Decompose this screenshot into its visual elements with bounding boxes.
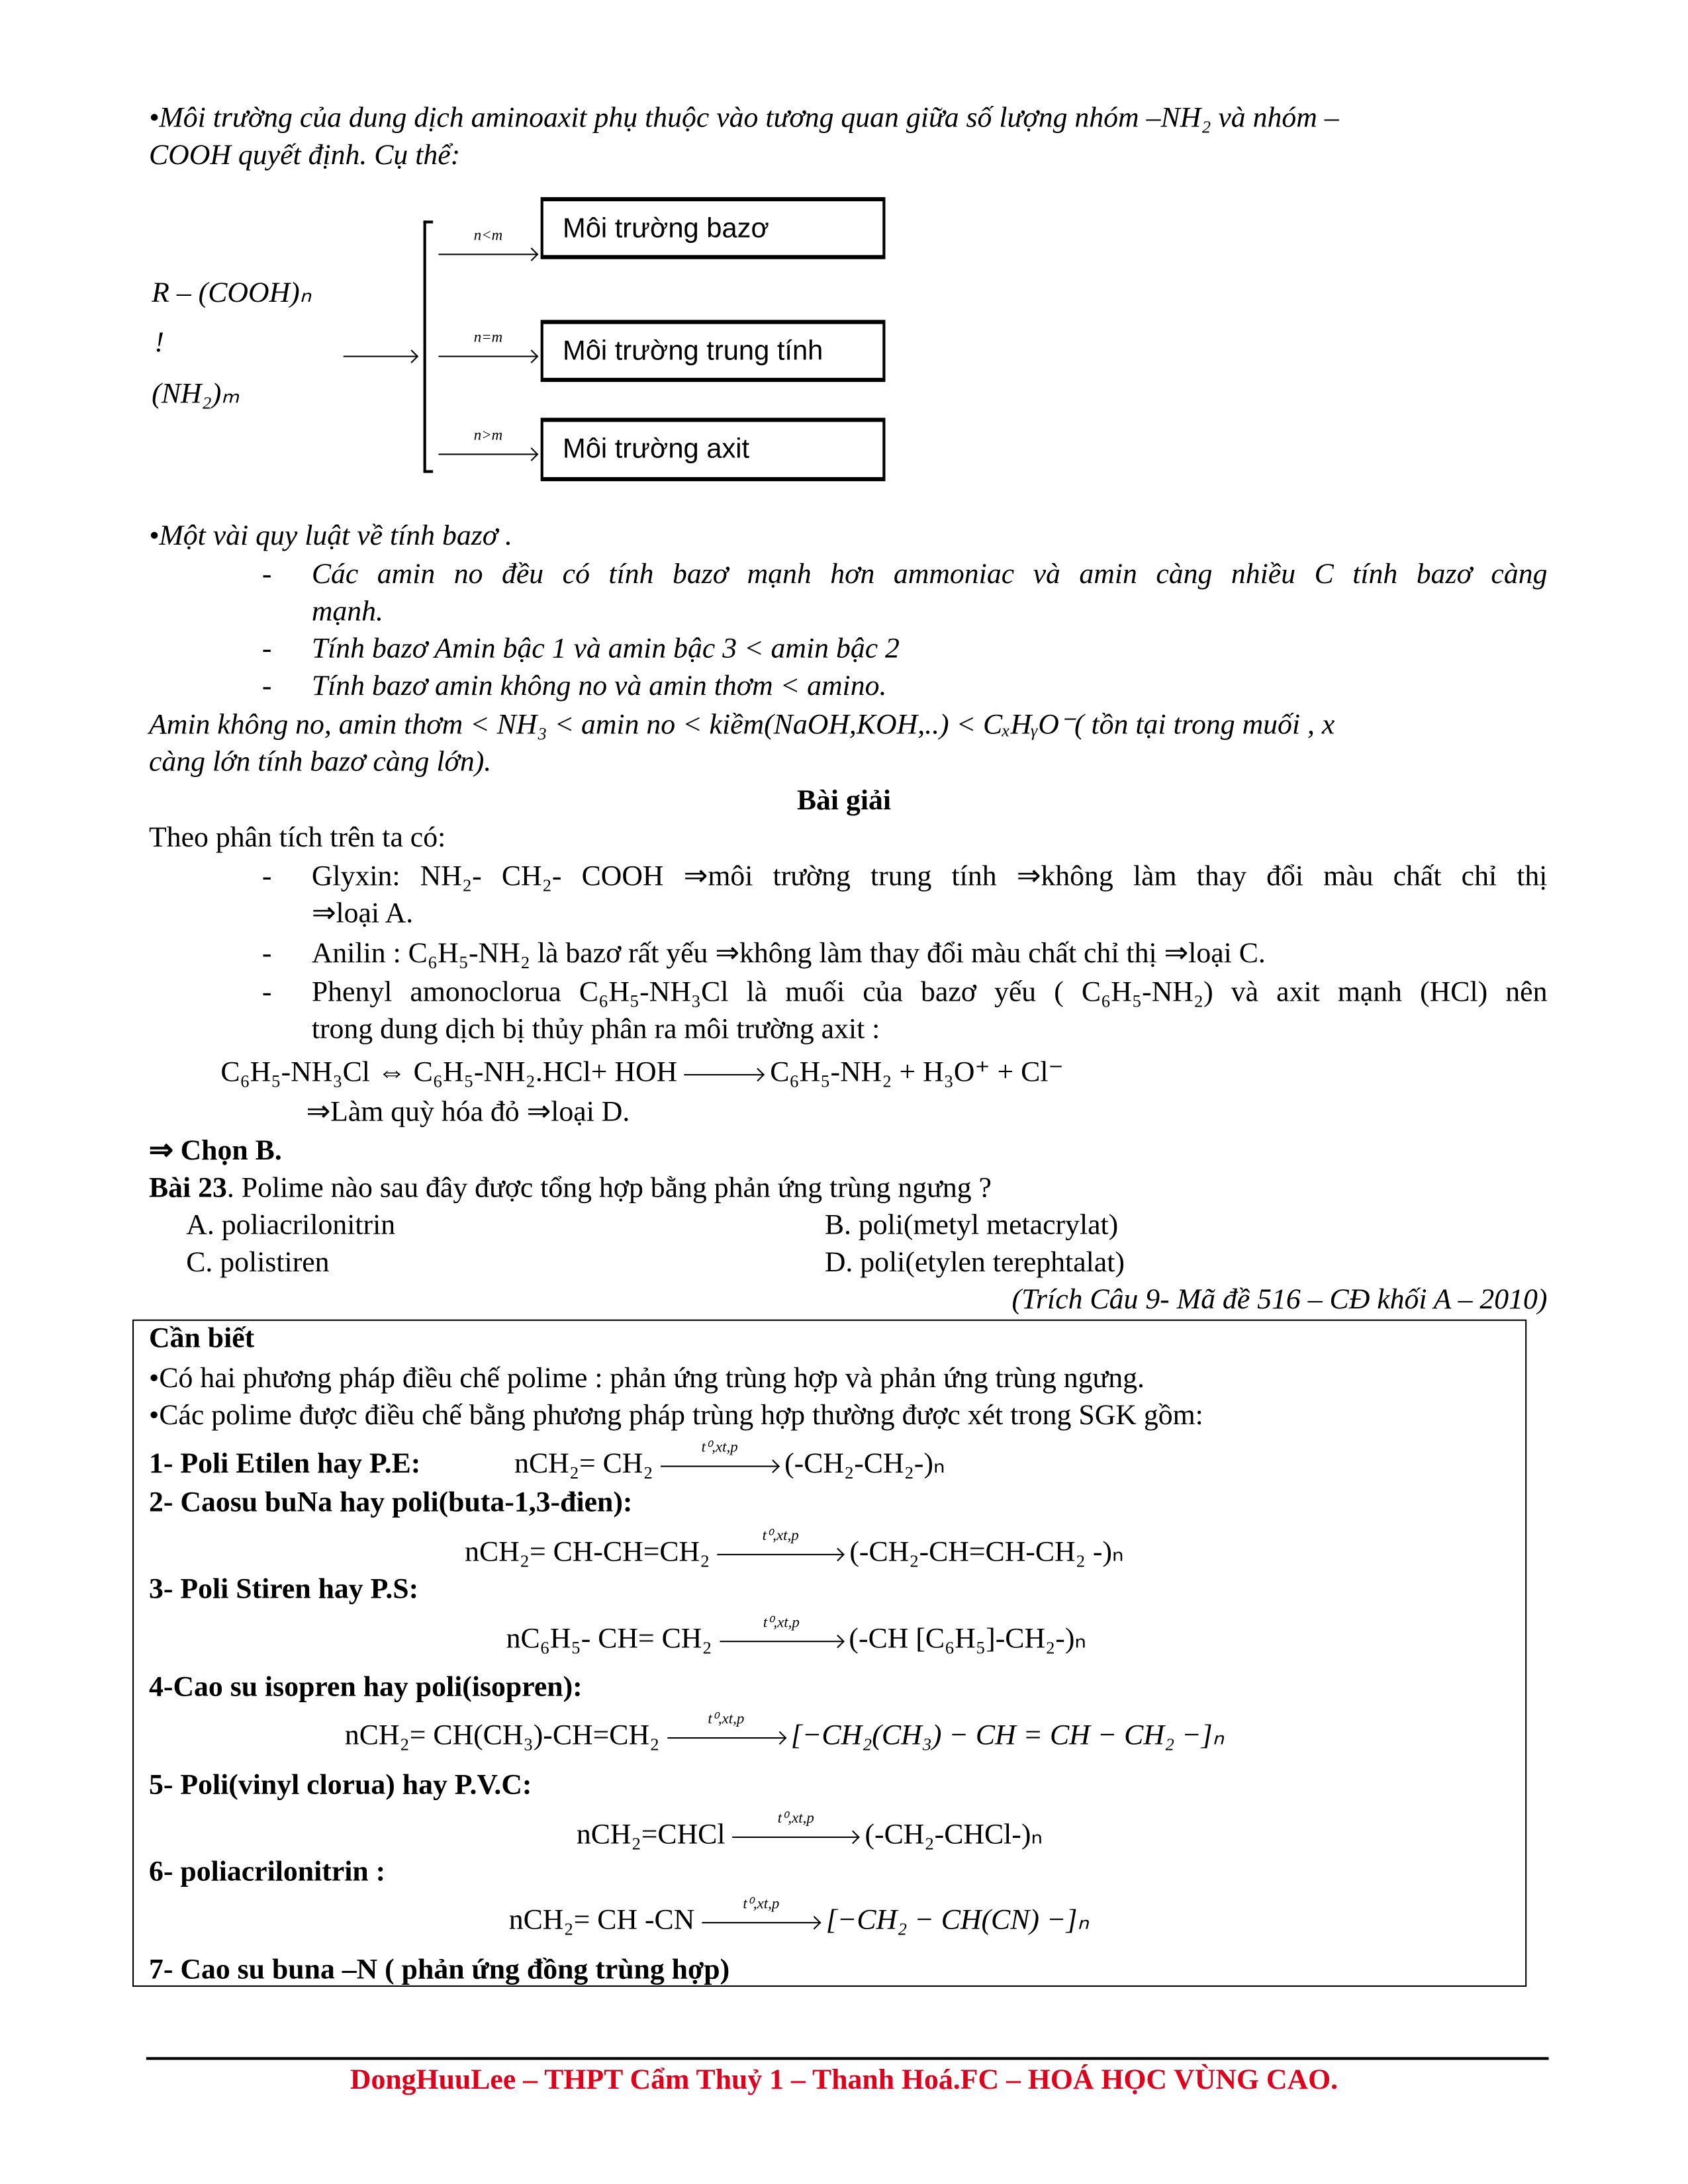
formula-nh2: (NH₂)ₘ <box>152 376 240 410</box>
solution-item-1: Glyxin: NH₂- CH₂- COOH ⇒môi trường trung tính ⇒không làm thay đổi màu chất chỉ thị <box>311 858 1548 892</box>
info-title: Cần biết <box>148 1320 255 1354</box>
solution-item-3: Phenyl amonoclorua C₆H₅-NH₃Cl là muối của bazơ yếu ( C₆H₅-NH₂) và axit mạnh (HCl) nên <box>311 974 1548 1008</box>
arrow-icon <box>684 1065 765 1084</box>
arrow-icon <box>344 346 418 365</box>
option-c: C. polistiren <box>186 1245 330 1279</box>
equation-left: C₆H₅-NH₃Cl ⇔ C₆H₅-NH₂.HCl+ HOH <box>220 1054 678 1088</box>
polymer-1-equation <box>514 1439 945 1480</box>
dash: - <box>261 858 272 892</box>
arrow-label: t⁰,xt,p <box>743 1895 780 1913</box>
branch-arrow-acid <box>438 428 543 469</box>
formula-cooh: R – (COOH)ₙ <box>152 275 312 309</box>
polymer-1-name: 1- Poli Etilen hay P.E: <box>148 1446 421 1480</box>
product: (-CH₂-CH₂-)ₙ <box>784 1446 945 1480</box>
equation-right: C₆H₅-NH₂ + H₃O⁺ + Cl⁻ <box>770 1054 1064 1088</box>
condition-label: n<m <box>473 228 503 245</box>
box-label: Môi trường trung tính <box>562 336 823 367</box>
formula-bond: ! <box>154 325 164 359</box>
intro-line-1 <box>149 99 1339 135</box>
question-text: . Polime nào sau đây được tổng hợp bằng phản ứng trùng ngưng ? <box>226 1170 992 1204</box>
option-a: A. poliacrilonitrin <box>186 1207 396 1241</box>
info-bullet-2 <box>149 1396 1203 1432</box>
box-basic <box>541 197 886 259</box>
box-label: Môi trường axit <box>562 434 750 465</box>
reactant: nCH₂= CH(CH₃)-CH=CH₂ <box>344 1717 660 1751</box>
option-b: B. poli(metyl metacrylat) <box>824 1207 1119 1241</box>
arrow-label: t⁰,xt,p <box>762 1527 799 1545</box>
product: [−CH₂(CH₃) − CH = CH − CH₂ −]ₙ <box>790 1717 1225 1751</box>
polymer-5-equation <box>576 1810 1043 1852</box>
bullet-icon: • <box>148 1361 160 1394</box>
bullet-icon: • <box>148 1398 160 1432</box>
arrow-label: t⁰,xt,p <box>708 1711 745 1728</box>
dash: - <box>261 974 272 1008</box>
box-acid <box>541 418 886 481</box>
question-23 <box>149 1169 992 1205</box>
hydrolysis-equation <box>220 1054 1063 1089</box>
rules-heading <box>149 517 512 553</box>
rule-item-3: Tính bazơ amin không no và amin thơm < amino. <box>311 668 887 702</box>
solution-conclusion: ⇒Làm quỳ hóa đỏ ⇒loại D. <box>306 1095 630 1128</box>
polymer-4-name: 4-Cao su isopren hay poli(isopren): <box>148 1669 583 1703</box>
footer-divider <box>146 2057 1549 2059</box>
rule-item-2: Tính bazơ Amin bậc 1 và amin bậc 3 < amin bậc 2 <box>311 631 900 665</box>
intro-line-2: COOH quyết định. Cụ thể: <box>148 138 461 171</box>
bracket-top <box>424 220 434 222</box>
solution-item-1-cont: ⇒loại A. <box>311 896 414 930</box>
arrow-label: t⁰,xt,p <box>701 1439 738 1457</box>
reactant: nCH₂=CHCl <box>576 1817 726 1850</box>
question-number: Bài 23 <box>148 1170 227 1204</box>
solution-intro: Theo phân tích trên ta có: <box>148 820 446 854</box>
polymer-6-name: 6- poliacrilonitrin : <box>148 1854 386 1888</box>
intro-text: Môi trường của dung dịch aminoaxit phụ thuộc vào tương quan giữa số lượng nhóm –NH₂ và nhóm – <box>159 101 1339 134</box>
reactant: nC₆H₅- CH= CH₂ <box>506 1621 712 1655</box>
polymer-4-equation <box>344 1711 1225 1752</box>
footer-text: DongHuuLee – THPT Cẩm Thuỷ 1 – Thanh Hoá.FC – HOÁ HỌC VÙNG CAO. <box>350 2062 1338 2096</box>
dash: - <box>261 936 272 970</box>
question-source: (Trích Câu 9- Mã đề 516 – CĐ khối A – 2010) <box>1011 1282 1548 1316</box>
solution-item-2: Anilin : C₆H₅-NH₂ là bazơ rất yếu ⇒không làm thay đổi màu chất chỉ thị ⇒loại C. <box>311 936 1266 970</box>
polymer-6-equation <box>508 1895 1089 1937</box>
product: [−CH₂ − CH(CN) −]ₙ <box>825 1902 1089 1936</box>
option-d: D. poli(etylen terephtalat) <box>824 1245 1125 1279</box>
box-neutral <box>541 320 886 382</box>
product: (-CH₂-CHCl-)ₙ <box>865 1817 1043 1850</box>
branch-arrow-neutral <box>438 330 543 371</box>
polymer-3-name: 3- Poli Stiren hay P.S: <box>148 1571 419 1605</box>
arrow-label: t⁰,xt,p <box>763 1614 800 1631</box>
rule-item-1: Các amin no đều có tính bazơ mạnh hơn ammoniac và amin càng nhiều C tính bazơ càng <box>311 557 1548 590</box>
polymer-2-equation <box>465 1527 1124 1569</box>
reactant: nCH₂= CH -CN <box>508 1902 695 1936</box>
product: (-CH₂-CH=CH-CH₂ -)ₙ <box>849 1534 1124 1568</box>
reactant: nCH₂= CH-CH=CH₂ <box>465 1534 710 1568</box>
bullet-icon: • <box>148 518 160 552</box>
dash: - <box>261 668 272 702</box>
main-arrow <box>344 335 424 371</box>
rule-item-1-cont: mạnh. <box>311 594 383 627</box>
polymer-7-name: 7- Cao su buna –N ( phản ứng đồng trùng hợp) <box>148 1952 730 1985</box>
basicity-order-2: càng lớn tính bazơ càng lớn). <box>148 744 492 778</box>
info-bullet-1 <box>149 1359 1145 1395</box>
reactant: nCH₂= CH₂ <box>514 1446 653 1480</box>
polymer-3-equation <box>506 1614 1086 1656</box>
polymer-2-name: 2- Caosu buNa hay poli(buta-1,3-đien): <box>148 1484 633 1518</box>
product: (-CH [C₆H₅]-CH₂-)ₙ <box>849 1621 1086 1655</box>
info-bullet-text: Có hai phương pháp điều chế polime : phản ứng trùng hợp và phản ứng trùng ngưng. <box>159 1361 1145 1394</box>
basicity-order-1: Amin không no, amin thơm < NH₃ < amin no < kiềm(NaOH,KOH,..) < CₓHᵧO⁻( tồn tại trong muối , x <box>148 707 1335 741</box>
box-label: Môi trường bazơ <box>562 213 769 244</box>
rules-heading-text: Một vài quy luật về tính bazơ . <box>159 518 513 552</box>
branch-arrow-basic <box>438 228 543 269</box>
info-bullet-text: Các polime được điều chế bằng phương pháp trùng hợp thường được xét trong SGK gồm: <box>159 1398 1203 1432</box>
dash: - <box>261 557 272 590</box>
condition-label: n>m <box>473 428 503 445</box>
bracket-bottom <box>424 470 434 472</box>
answer: ⇒ Chọn B. <box>148 1133 282 1167</box>
polymer-5-name: 5- Poli(vinyl clorua) hay P.V.C: <box>148 1767 532 1801</box>
arrow-label: t⁰,xt,p <box>777 1810 814 1827</box>
condition-label: n=m <box>473 330 503 347</box>
bracket <box>424 220 426 471</box>
bullet-icon: • <box>148 101 160 134</box>
solution-title: Bài giải <box>796 783 892 817</box>
dash: - <box>261 631 272 665</box>
solution-item-3-cont: trong dung dịch bị thủy phân ra môi trường axit : <box>311 1012 880 1046</box>
